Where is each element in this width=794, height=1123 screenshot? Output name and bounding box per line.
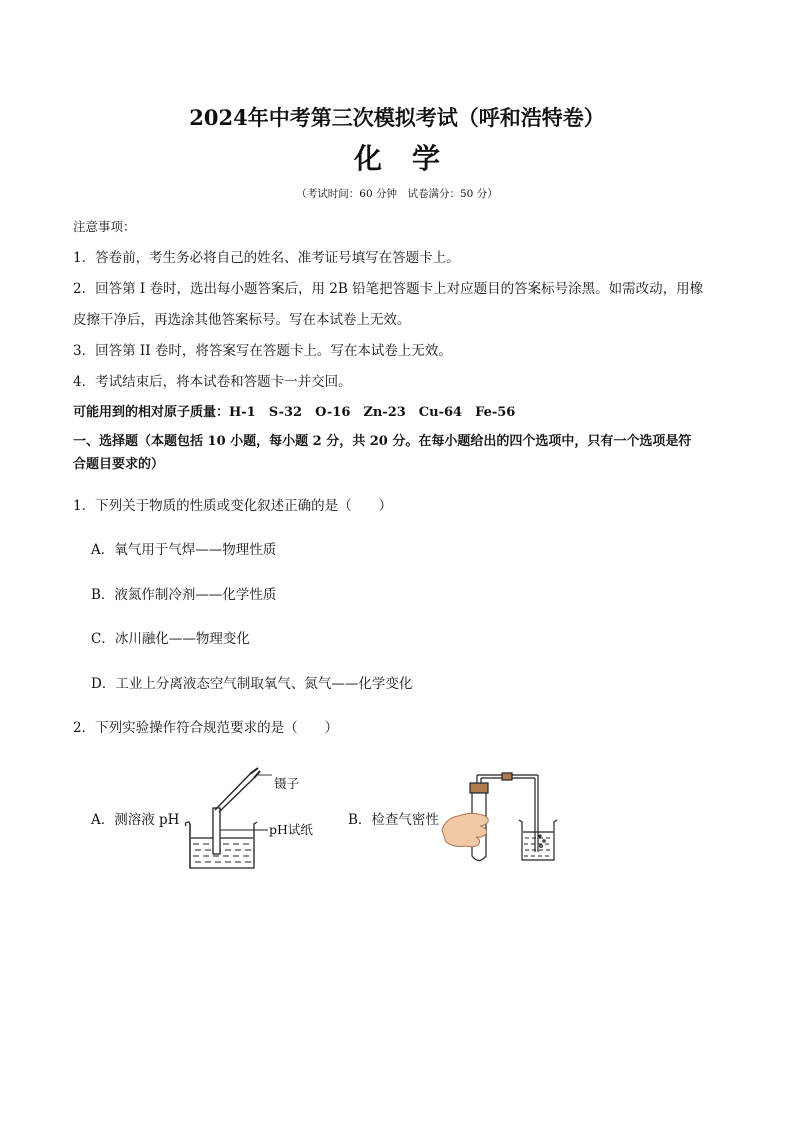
q1-option-b: B．液氮作制冷剂——化学性质	[91, 587, 277, 603]
atomic-masses: 可能用到的相对原子质量：H-1 S-32 O-16 Zn-23 Cu-64 Fe-56	[73, 405, 516, 420]
q1-option-d: D．工业上分离液态空气制取氧气、氮气——化学变化	[91, 676, 413, 692]
note-item-2-cont: 皮擦干净后，再选涂其他答案标号。写在本试卷上无效。	[73, 312, 411, 328]
section1-heading: 一、选择题（本题包括 10 小题，每小题 2 分，共 20 分。在每小题给出的四个选项中，只有一个选项是符	[73, 434, 692, 449]
airtightness-figure	[440, 770, 580, 870]
note-item-2: 2．回答第 I 卷时，选出每小题答案后，用 2B 铅笔把答题卡上对应题目的答案标号涂黑。如需改动，用橡	[73, 281, 704, 297]
notes-heading: 注意事项：	[73, 219, 136, 234]
subject-title: 化学	[353, 142, 470, 175]
q1-stem: 1．下列关于物质的性质或变化叙述正确的是（ ）	[73, 498, 393, 514]
ph-test-figure	[180, 762, 330, 874]
q1-option-c: C．冰川融化——物理变化	[91, 631, 250, 647]
label-ph-paper: pH试纸	[269, 822, 313, 837]
q1-option-a: A．氧气用于气焊——物理性质	[91, 542, 277, 558]
section1-heading-cont: 合题目要求的）	[73, 457, 165, 472]
note-item-1: 1．答卷前，考生务必将自己的姓名、准考证号填写在答题卡上。	[73, 250, 460, 266]
q2-stem: 2．下列实验操作符合规范要求的是（ ）	[73, 720, 339, 736]
label-tweezers: 镊子	[274, 776, 300, 791]
q2-option-a: A．测溶液 pH	[91, 812, 180, 828]
note-item-4: 4．考试结束后，将本试卷和答题卡一并交回。	[73, 374, 352, 390]
page-title: 2024年中考第三次模拟考试（呼和浩特卷）	[189, 105, 605, 130]
note-item-3: 3．回答第 II 卷时，将答案写在答题卡上。写在本试卷上无效。	[73, 343, 452, 359]
q2-option-b: B．检查气密性	[348, 812, 439, 828]
exam-info: （考试时间：60 分钟 试卷满分：50 分）	[296, 188, 498, 200]
